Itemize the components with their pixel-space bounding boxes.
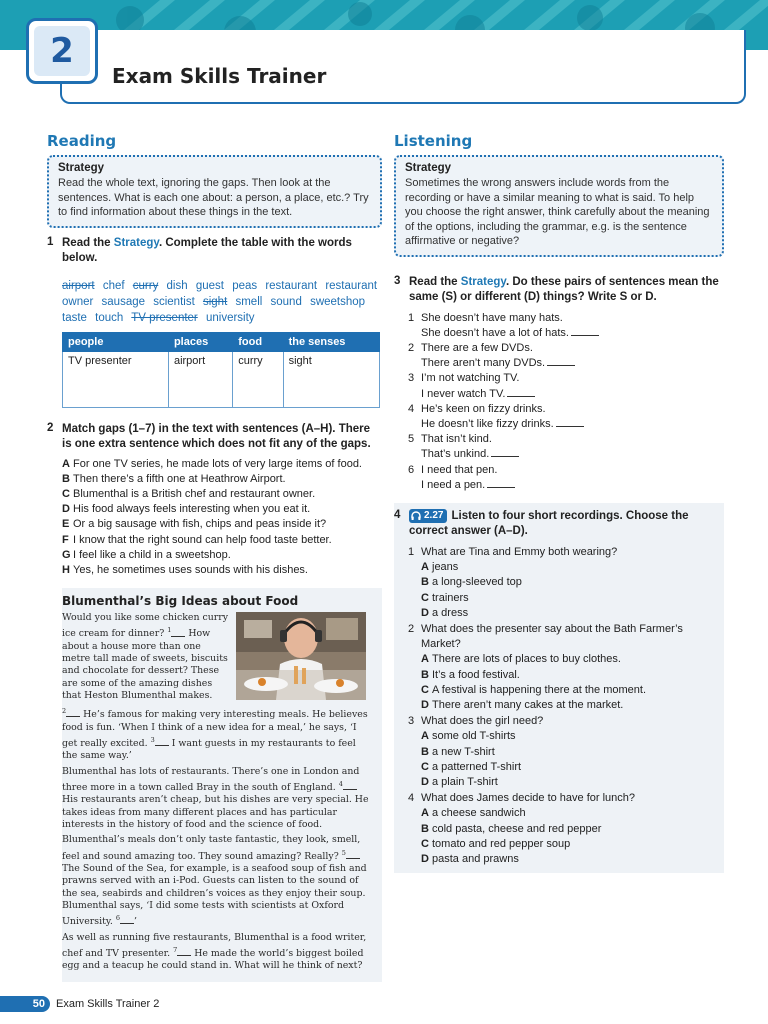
word-bank-item[interactable]: sweetshop — [310, 295, 366, 308]
question-number: 3 — [408, 715, 415, 728]
item-number: 1 — [408, 311, 415, 324]
answer-blank[interactable] — [547, 356, 575, 366]
option-item — [62, 502, 382, 517]
task-number: 4 — [394, 508, 401, 521]
option-item — [62, 457, 382, 472]
paragraph-text: Blumenthal has lots of restaurants. There’s one in London and three more in a town called Bray in the south of England. — [62, 765, 360, 794]
answer-option[interactable] — [421, 729, 716, 744]
answer-option[interactable] — [421, 560, 716, 575]
table-header: food — [233, 332, 283, 351]
answer-letter: B — [421, 668, 429, 681]
word-bank-item[interactable]: dish — [166, 279, 188, 292]
answer-option[interactable] — [421, 806, 716, 821]
sentence-pair-second — [408, 326, 724, 341]
table-cell[interactable]: curry — [233, 351, 283, 407]
sentence-pair — [408, 311, 724, 326]
article-paragraph — [62, 834, 374, 928]
task-3 — [394, 275, 724, 305]
question — [408, 791, 716, 806]
article-box — [62, 588, 382, 982]
table-header: the senses — [283, 332, 379, 351]
answer-text: trainers — [432, 591, 469, 604]
task-4-questions — [408, 545, 716, 867]
sentence-pair-second — [408, 387, 724, 402]
paragraph-text: Would you like some chicken curry ice cream for dinner? — [62, 612, 229, 640]
strategy-link: Strategy — [460, 275, 506, 288]
sentence-b-text: She doesn’t have a lot of hats. — [421, 326, 569, 339]
task-4-box — [394, 503, 724, 873]
reading-column — [47, 132, 382, 982]
paragraph-text: As well as running five restaurants, Blumenthal is a food writer, chef and TV presenter. — [62, 931, 367, 960]
sentence-a: That isn’t kind. — [421, 433, 492, 446]
task-3-items — [408, 311, 724, 493]
question — [408, 622, 716, 652]
answer-text: a dress — [432, 606, 469, 619]
article-paragraph — [62, 612, 230, 702]
option-item — [62, 517, 382, 532]
article-title: Blumenthal’s Big Ideas about Food — [62, 594, 299, 609]
sentence-b — [421, 417, 584, 432]
sentence-b-text: I never watch TV. — [421, 387, 506, 400]
task-1 — [47, 236, 382, 266]
chef-photo — [236, 612, 366, 700]
gap-blank[interactable] — [346, 850, 360, 859]
page-number: 50 — [0, 996, 50, 1012]
answer-text: A festival is happening there at the moment. — [432, 683, 647, 696]
task-number: 1 — [47, 235, 54, 248]
option-letter: A — [62, 457, 70, 470]
answer-option[interactable] — [421, 822, 716, 837]
sentence-b — [421, 447, 519, 462]
unit-number: 2 — [34, 26, 90, 76]
word-bank-item[interactable]: guest — [195, 279, 224, 292]
strategy-title: Strategy — [405, 162, 452, 174]
answer-letter: A — [421, 561, 429, 574]
item-number: 2 — [408, 341, 415, 354]
option-letter: E — [62, 518, 70, 531]
task-2-options — [62, 457, 382, 579]
word-bank-item[interactable]: sound — [270, 295, 302, 308]
listening-heading: Listening — [394, 132, 473, 150]
answer-text: a patterned T-shirt — [432, 760, 522, 773]
option-text: For one TV series, he made lots of very large items of food. — [73, 457, 362, 470]
answer-text: There are lots of places to buy clothes. — [432, 653, 621, 666]
paragraph-text: The Sound of the Sea, for example, is a seafood soup of fish and prawns served with an i-Pod. Guests can listen to the sound of the sea, seabirds and children’s voices as they enjoy their soup. Blumenthal says, ‘I did some tests with scientists at Oxford University. — [62, 863, 367, 928]
strategy-text: Sometimes the wrong answers include words from the recording or have a similar meaning to what is said. To help you choose the right answer, think carefully about the meaning of the options, including the grammar, e.g. is the sentence affirmative or negative? — [405, 177, 710, 247]
gap-number: 2 — [62, 707, 67, 716]
footer-text: Exam Skills Trainer 2 — [56, 998, 160, 1010]
answer-letter: B — [421, 822, 429, 835]
gap-number: 7 — [173, 946, 178, 954]
item-number: 5 — [408, 433, 415, 446]
gap-blank[interactable] — [343, 781, 357, 790]
sentence-b — [421, 356, 575, 371]
word-bank-item[interactable]: smell — [235, 295, 263, 308]
answer-letter: A — [421, 730, 429, 743]
answer-option[interactable] — [421, 606, 716, 621]
answer-option[interactable] — [421, 652, 716, 667]
answer-letter: C — [421, 683, 429, 696]
item-number: 4 — [408, 402, 415, 415]
sentence-a: He’s keen on fizzy drinks. — [421, 402, 546, 415]
sentence-b — [421, 478, 515, 493]
question — [408, 545, 716, 560]
answer-option[interactable] — [421, 852, 716, 867]
table-header: people — [63, 332, 169, 351]
option-text: I know that the right sound can help food taste better. — [73, 533, 332, 546]
paragraph-text: He’s famous for making very interesting meals. He believes food is fun. ‘When I think of a new idea for a meal,’ he says, ‘I get really excited. — [62, 709, 368, 750]
paragraph-text: His restaurants aren’t cheap, but his dishes are very special. He takes ideas from many different places and has particular interests in the history of food and the science of food. — [62, 794, 369, 831]
item-spacer — [408, 356, 421, 371]
answer-options — [421, 729, 716, 790]
word-bank-item[interactable]: TV presenter — [131, 311, 198, 324]
task-instruction: Match gaps (1–7) in the text with sentences (A–H). There is one extra sentence which does not fit any of the gaps. — [62, 422, 371, 450]
answer-option[interactable] — [421, 683, 716, 698]
sentence-b-text: That’s unkind. — [421, 448, 490, 461]
option-letter: B — [62, 472, 70, 485]
option-letter: G — [62, 548, 71, 561]
option-letter: H — [62, 563, 70, 576]
word-bank — [62, 278, 382, 326]
option-item — [62, 548, 382, 563]
gap-number: 1 — [167, 626, 172, 635]
paragraph-text: I want guests in my restaurants to feel the same way.’ — [62, 738, 356, 762]
track-number: 2.27 — [424, 510, 444, 522]
answer-text: a plain T-shirt — [432, 775, 498, 788]
sentence-pair — [408, 432, 724, 447]
option-letter: D — [62, 503, 70, 516]
option-item — [62, 472, 382, 487]
item-spacer — [408, 326, 421, 341]
sentence-b — [421, 387, 535, 402]
answer-letter: A — [421, 807, 429, 820]
answer-options — [421, 560, 716, 621]
gap-blank[interactable] — [66, 708, 80, 717]
sentence-pair-second — [408, 447, 724, 462]
table-cell[interactable]: airport — [168, 351, 232, 407]
task-number: 3 — [394, 274, 401, 287]
word-bank-item[interactable]: peas — [232, 279, 258, 292]
paragraph-text: How about a house more than one metre tall made of sweets, biscuits and chocolate for dessert? These are some of the amazing dishes that Heston Blumenthal makes. — [62, 628, 228, 702]
option-text: Or a big sausage with fish, chips and peas inside it? — [73, 518, 327, 531]
gap-blank[interactable] — [120, 915, 134, 924]
instruction-part: . Complete the table with the words below. — [62, 236, 352, 264]
sentence-a: I’m not watching TV. — [421, 372, 520, 385]
gap-number: 6 — [115, 914, 120, 923]
answer-option[interactable] — [421, 668, 716, 683]
table-header: places — [168, 332, 232, 351]
instruction-part: . Do these pairs of sentences mean the same (S) or different (D) things? Write S or D. — [409, 275, 719, 303]
answer-blank[interactable] — [571, 326, 599, 336]
word-bank-item[interactable]: sausage — [101, 295, 146, 308]
option-letter: F — [62, 533, 69, 546]
paragraph-text: He made the world’s biggest boiled egg and a teacup he could stand in. What will he think of next? — [62, 948, 364, 972]
answer-letter: C — [421, 591, 429, 604]
article-paragraph — [62, 766, 374, 832]
vocab-table — [62, 332, 380, 408]
question-text: What are Tina and Emmy both wearing? — [421, 545, 618, 558]
question-number: 2 — [408, 622, 415, 635]
option-text: His food always feels interesting when you eat it. — [73, 503, 311, 516]
answer-blank[interactable] — [491, 447, 519, 457]
page-title: Exam Skills Trainer — [112, 64, 327, 88]
question-text: What does the presenter say about the Bath Farmer’s Market? — [421, 622, 683, 651]
gap-number: 4 — [338, 780, 343, 789]
word-bank-item[interactable]: restaurant — [265, 279, 318, 292]
word-bank-item[interactable]: sight — [202, 295, 228, 308]
article-paragraph — [62, 705, 374, 762]
item-spacer — [408, 387, 421, 402]
instruction-part: Read the — [409, 275, 458, 288]
question-text: What does the girl need? — [421, 715, 544, 728]
word-bank-item[interactable]: curry — [132, 279, 159, 292]
answer-letter: A — [421, 653, 429, 666]
answer-blank[interactable] — [507, 387, 535, 397]
word-bank-item[interactable]: chef — [102, 279, 125, 292]
unit-badge — [26, 18, 98, 84]
option-text: Yes, he sometimes uses sounds with his dishes. — [73, 563, 308, 576]
option-text: I feel like a child in a sweetshop. — [73, 548, 231, 561]
word-bank-item[interactable]: university — [205, 311, 255, 324]
question-number: 1 — [408, 545, 415, 558]
gap-number: 5 — [341, 848, 346, 857]
answer-letter: C — [421, 760, 429, 773]
gap-blank[interactable] — [155, 737, 169, 746]
instruction-part: Listen to four short recordings. Choose the correct answer (A–D). — [409, 509, 689, 537]
answer-text: pasta and prawns — [432, 853, 519, 865]
answer-letter: B — [421, 745, 429, 758]
answer-blank[interactable] — [487, 478, 515, 488]
answer-option[interactable] — [421, 837, 716, 852]
answer-text: some old T-shirts — [432, 730, 516, 743]
sentence-b — [421, 326, 599, 341]
option-letter: C — [62, 487, 70, 500]
answer-letter: D — [421, 853, 429, 865]
answer-text: jeans — [432, 561, 459, 574]
question-number: 4 — [408, 792, 415, 805]
answer-option[interactable] — [421, 745, 716, 760]
sentence-b-text: I need a pen. — [421, 478, 486, 491]
answer-options — [421, 806, 716, 867]
sentence-pair-second — [408, 356, 724, 371]
reading-heading: Reading — [47, 132, 117, 150]
audio-track-badge[interactable] — [409, 509, 447, 523]
answer-text: a new T-shirt — [432, 745, 495, 758]
listening-column — [394, 132, 724, 873]
answer-option[interactable] — [421, 775, 716, 790]
task-instruction — [409, 275, 724, 305]
table-cell[interactable]: sight — [283, 351, 379, 407]
strategy-text: Read the whole text, ignoring the gaps. Then look at the sentences. What is each one about: a person, a place, etc.? Try to find information about these things in the text. — [58, 177, 369, 218]
gap-blank[interactable] — [171, 628, 185, 637]
sentence-a: She doesn’t have many hats. — [421, 311, 563, 324]
sentence-pair — [408, 341, 724, 356]
answer-option[interactable] — [421, 698, 716, 713]
word-bank-item[interactable]: touch — [95, 311, 124, 324]
answer-options — [421, 652, 716, 713]
answer-blank[interactable] — [556, 417, 584, 427]
option-item — [62, 487, 382, 502]
sentence-a: I need that pen. — [421, 463, 498, 476]
answer-text: It’s a food festival. — [432, 668, 520, 681]
question-text: What does James decide to have for lunch? — [421, 792, 636, 805]
page-footer — [0, 996, 159, 1012]
word-bank-item[interactable]: restaurant owner — [62, 279, 378, 308]
answer-text: tomato and red pepper soup — [432, 837, 571, 850]
answer-letter: D — [421, 698, 429, 711]
answer-text: a cheese sandwich — [432, 807, 526, 820]
sentence-pair — [408, 402, 724, 417]
answer-letter: D — [421, 606, 429, 619]
sentence-pair — [408, 371, 724, 386]
task-2 — [47, 422, 382, 452]
word-bank-item[interactable]: taste — [62, 311, 87, 324]
item-spacer — [408, 417, 421, 432]
task-instruction — [62, 236, 382, 266]
option-item — [62, 563, 382, 578]
answer-option[interactable] — [421, 575, 716, 590]
word-bank-item[interactable]: airport — [62, 279, 95, 292]
answer-text: cold pasta, cheese and red pepper — [432, 822, 602, 835]
strategy-title: Strategy — [58, 162, 105, 174]
item-number: 6 — [408, 463, 415, 476]
task-4 — [394, 509, 716, 539]
sentence-b-text: He doesn’t like fizzy drinks. — [421, 417, 554, 430]
answer-letter: D — [421, 775, 429, 788]
answer-option[interactable] — [421, 760, 716, 775]
task-instruction — [409, 509, 716, 539]
option-text: Blumenthal is a British chef and restaurant owner. — [73, 487, 316, 500]
item-spacer — [408, 478, 421, 493]
answer-text: There aren’t many cakes at the market. — [432, 698, 624, 711]
sentence-a: There are a few DVDs. — [421, 341, 533, 354]
option-text: Then there’s a fifth one at Heathrow Airport. — [73, 472, 286, 485]
sentence-b-text: There aren’t many DVDs. — [421, 357, 546, 370]
listening-strategy-box — [394, 155, 724, 257]
answer-text: a long-sleeved top — [432, 576, 522, 589]
answer-letter: B — [421, 576, 429, 589]
sentence-pair-second — [408, 417, 724, 432]
answer-option[interactable] — [421, 591, 716, 606]
word-bank-item[interactable]: scientist — [153, 295, 195, 308]
sentence-pair-second — [408, 478, 724, 493]
answer-letter: C — [421, 837, 429, 850]
paragraph-text: ’ — [134, 916, 137, 928]
item-spacer — [408, 447, 421, 462]
paragraph-text: Blumenthal’s meals don’t only taste fantastic, they look, smell, feel and sound amazing too. They sound amazing? Really? — [62, 834, 361, 862]
instruction-part: Read the — [62, 236, 111, 249]
sentence-pair — [408, 463, 724, 478]
reading-strategy-box — [47, 155, 382, 228]
headphones-icon — [411, 511, 421, 521]
task-number: 2 — [47, 421, 54, 434]
question — [408, 714, 716, 729]
article-paragraph — [62, 932, 374, 973]
strategy-link: Strategy — [113, 236, 159, 249]
gap-blank[interactable] — [177, 947, 191, 956]
table-cell[interactable]: TV presenter — [63, 351, 169, 407]
option-item — [62, 533, 382, 548]
item-number: 3 — [408, 372, 415, 385]
gap-number: 3 — [150, 736, 155, 745]
